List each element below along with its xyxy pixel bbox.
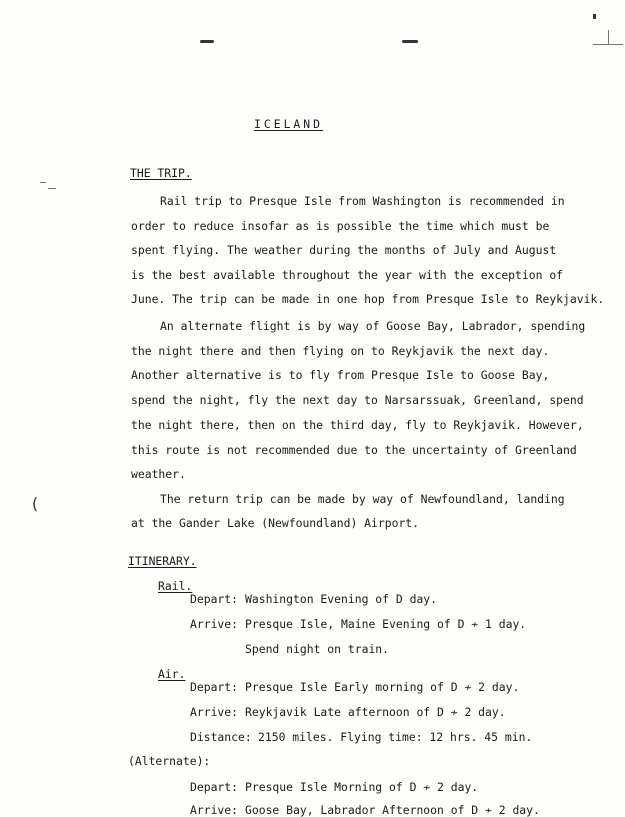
scan-mark (402, 40, 418, 43)
trip-line: Another alternative is to fly from Presque Isle to Goose Bay, (131, 368, 550, 382)
trip-line: order to reduce insofar as is possible the time which must be (131, 219, 550, 233)
section-heading-trip: THE TRIP. (130, 166, 192, 180)
air-distance-value: 2150 miles. Flying time: 12 hrs. 45 min. (258, 730, 533, 744)
trip-line: June. The trip can be made in one hop from Presque Isle to Reykjavik. (131, 292, 605, 306)
trip-line: An alternate flight is by way of Goose Bay, Labrador, spending (160, 319, 586, 333)
air-arrive-value: Reykjavik Late afternoon of D ≁ 2 day. (245, 705, 506, 719)
scan-mark (608, 30, 609, 44)
alternate-heading: (Alternate): (128, 754, 211, 768)
trip-line: the night there and then flying on to Reykjavik the next day. (131, 344, 550, 358)
trip-line: spend the night, fly the next day to Narsarssuak, Greenland, spend (131, 393, 584, 407)
rail-heading: Rail. (158, 579, 193, 593)
trip-line: is the best available throughout the year with the exception of (131, 268, 564, 282)
air-arrive-label: Arrive: (190, 705, 239, 719)
air-distance-label: Distance: (190, 730, 252, 744)
alternate-depart-label: Depart: (190, 780, 239, 794)
trip-line: at the Gander Lake (Newfoundland) Airport. (131, 516, 420, 530)
air-heading: Air. (158, 667, 186, 681)
scan-mark (593, 14, 596, 19)
rail-note: Spend night on train. (245, 642, 390, 656)
section-heading-itinerary: ITINERARY. (128, 554, 197, 568)
page-title: ICELAND (254, 117, 324, 131)
rail-depart-value: Washington Evening of D day. (245, 592, 438, 606)
margin-mark: ( (30, 494, 40, 513)
alternate-depart-value: Presque Isle Morning of D ≁ 2 day. (245, 780, 479, 794)
air-depart-label: Depart: (190, 680, 239, 694)
scan-mark (200, 40, 214, 43)
air-depart-value: Presque Isle Early morning of D ≁ 2 day. (245, 680, 520, 694)
scan-mark (48, 188, 56, 189)
rail-depart-label: Depart: (190, 592, 239, 606)
alternate-arrive-value: Goose Bay, Labrador Afternoon of D ≁ 2 day. (245, 803, 540, 817)
trip-line: this route is not recommended due to the uncertainty of Greenland (131, 443, 577, 457)
scan-mark (40, 182, 46, 183)
rail-arrive-label: Arrive: (190, 617, 239, 631)
alternate-arrive-label: Arrive: (190, 803, 239, 817)
trip-line: The return trip can be made by way of Newfoundland, landing (160, 492, 565, 506)
scan-mark (593, 44, 623, 45)
rail-arrive-value: Presque Isle, Maine Evening of D ≁ 1 day. (245, 617, 527, 631)
trip-line: Rail trip to Presque Isle from Washington is recommended in (160, 194, 565, 208)
trip-line: weather. (131, 467, 186, 481)
trip-line: spent flying. The weather during the months of July and August (131, 243, 557, 257)
trip-line: the night there, then on the third day, fly to Reykjavik. However, (131, 418, 584, 432)
